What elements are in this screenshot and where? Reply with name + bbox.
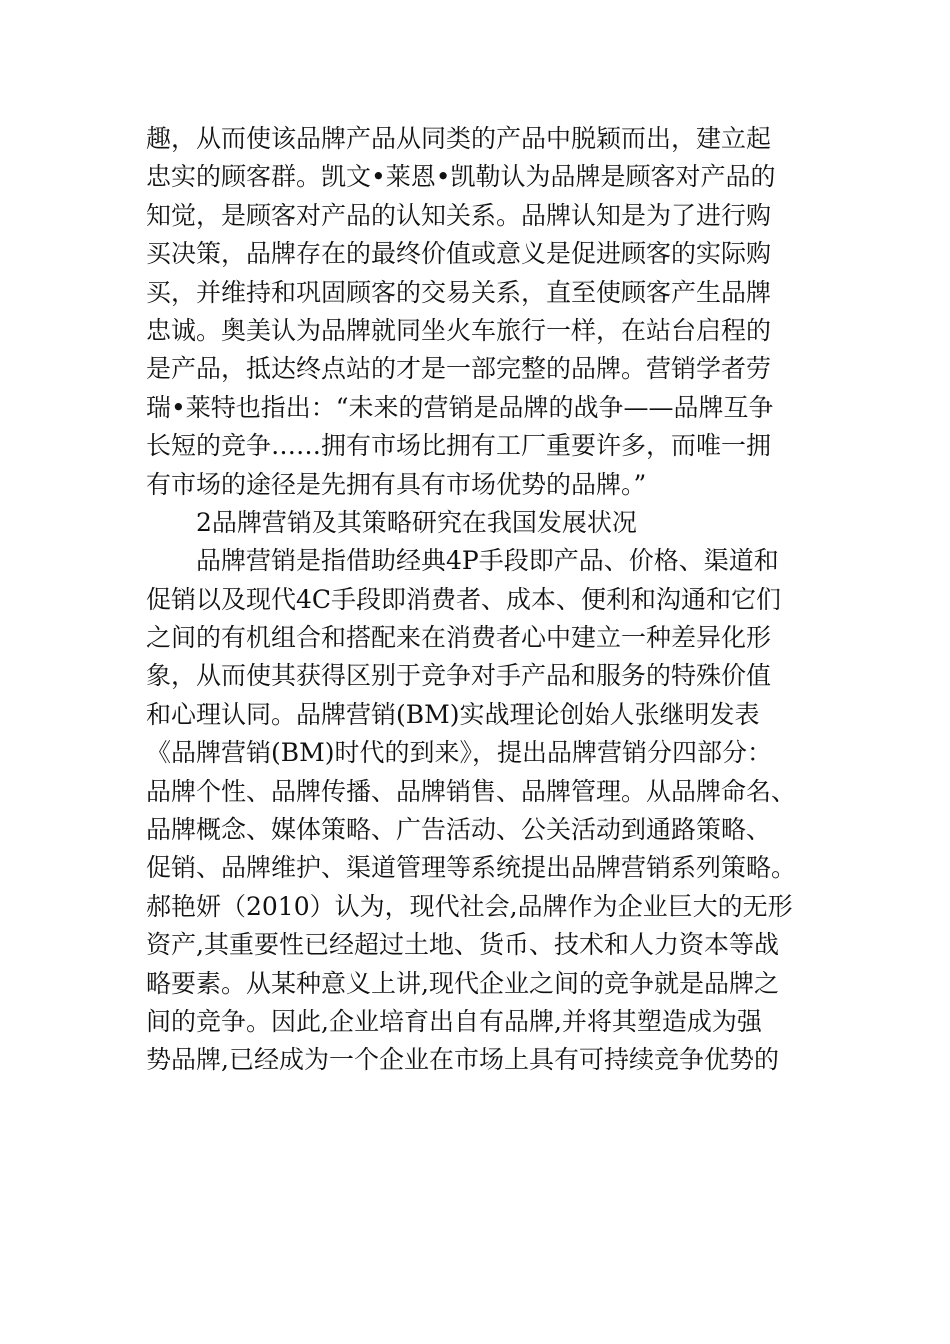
text-line: 郝艳妍（2010）认为，现代社会,品牌作为企业巨大的无形 [146,891,793,921]
text-line: 品牌个性、品牌传播、品牌销售、品牌管理。从品牌命名、 [146,776,797,806]
text-line: 象，从而使其获得区别于竞争对手产品和服务的特殊价值 [146,661,772,691]
text-line: 促销、品牌维护、渠道管理等系统提出品牌营销系列策略。 [146,853,797,883]
document-body [146,120,806,1080]
text-line: 《品牌营销(BM)时代的到来》，提出品牌营销分四部分： [146,738,772,768]
text-line: 品牌概念、媒体策略、广告活动、公关活动到通路策略、 [146,815,772,845]
text-line: 是产品，抵达终点站的才是一部完整的品牌。营销学者劳 [146,354,772,384]
text-line: 资产,其重要性已经超过土地、货币、技术和人力资本等战 [146,930,779,960]
text-line: 瑞•莱特也指出：“未来的营销是品牌的战争——品牌互争 [146,392,774,422]
text-line: 买，并维持和巩固顾客的交易关系，直至使顾客产生品牌 [146,277,772,307]
text-line: 有市场的途径是先拥有具有市场优势的品牌。” [146,469,647,499]
text-line: 品牌营销是指借助经典4P手段即产品、价格、渠道和 [196,546,779,576]
text-line: 间的竞争。因此,企业培育出自有品牌,并将其塑造成为强 [146,1006,762,1036]
text-line: 和心理认同。品牌营销(BM)实战理论创始人张继明发表 [146,699,760,729]
text-line: 长短的竞争……拥有市场比拥有工厂重要许多，而唯一拥 [146,431,772,461]
text-line: 知觉，是顾客对产品的认知关系。品牌认知是为了进行购 [146,200,772,230]
text-line: 趣，从而使该品牌产品从同类的产品中脱颖而出，建立起 [146,124,772,153]
text-line: 势品牌,已经成为一个企业在市场上具有可持续竞争优势的 [146,1045,779,1075]
text-line: 忠诚。奥美认为品牌就同坐火车旅行一样，在站台启程的 [146,315,772,345]
text-line: 忠实的顾客群。凯文•莱恩•凯勒认为品牌是顾客对产品的 [146,162,776,192]
section-heading: 2品牌营销及其策略研究在我国发展状况 [196,507,637,537]
text-line: 略要素。从某种意义上讲,现代企业之间的竞争就是品牌之 [146,968,779,998]
text-line: 之间的有机组合和搭配来在消费者心中建立一种差异化形 [146,623,772,653]
text-line: 促销以及现代4C手段即消费者、成本、便利和沟通和它们 [146,584,782,614]
text-line: 买决策，品牌存在的最终价值或意义是促进顾客的实际购 [146,239,772,269]
